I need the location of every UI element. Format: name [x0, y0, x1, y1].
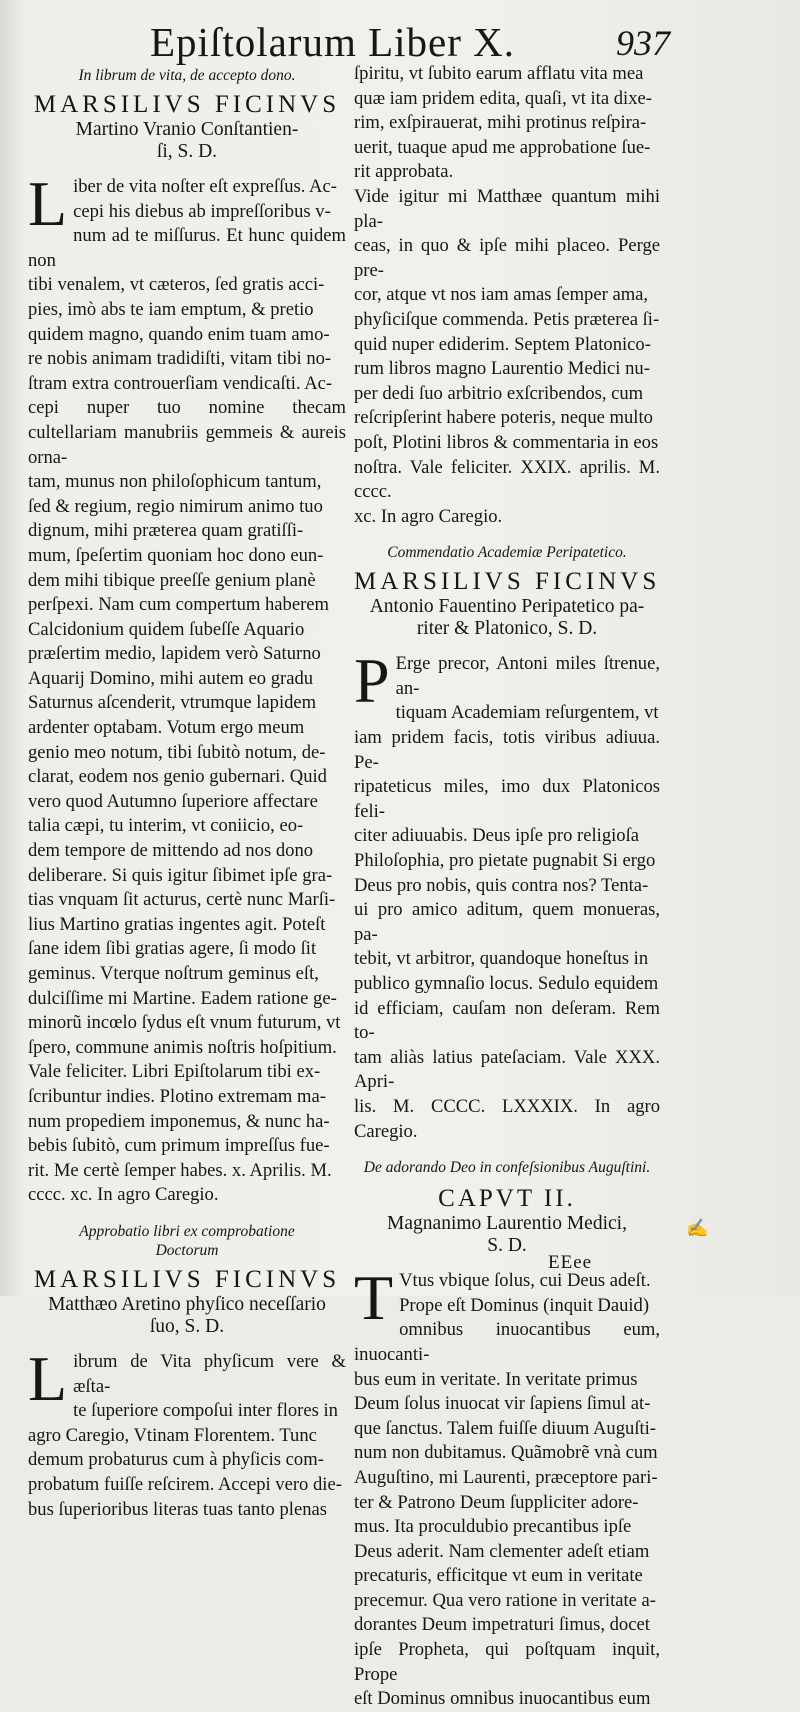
- letter-recipient: Magnanimo Laurentio Medici, S. D.: [387, 1213, 627, 1257]
- letter-sender: MARSILIVS FICINVS: [33, 1265, 341, 1293]
- letter-text: Erge precor, Antoni miles ſtrenue, an- tiquam Academiam reſurgentem, vt iam pridem facis, totis viribus adiuua. Pe- ripateticus miles, imo dux Platonicos feli- citer adiuuabis. Deus ipſe pro religioſa Philoſophia, pro pietate pugnabit Si ergo Deus pro nobis, quis contra nos? Tenta- ui pro amico aditum, quem monueras, pa- tebit, vt arbitror, quandoque honeſtus in publico gymnaſio locus. Sedulo equidem id efficiam, cauſam non deſeram. Rem to- tam aliàs latius pateſaciam. Vale XXX. Apri- lis. M. CCCC. LXXXIX. In agro Caregio.: [354, 653, 660, 1142]
- letter-text-continued: ſpiritu, vt ſubito earum afflatu vita mea quæ iam pridem edita, quaſi, vt ita dixe- rim, exſpirauerat, mihi protinus reſpira- uerit, tuaque apud me approbatione ſue- rit approbata. Vide igitur mi Matthæe quantum mihi pla- ceas, in quo & ipſe mihi placeo. Perge pre- cor, atque vt nos iam amas ſemper ama, phyſiciſque commenda. Petis præterea ſi- quid nuper ediderim. Septem Platonico- rum libros magno Laurentio Medici nu- per dedi ſuo arbitrio exſcribendos, cum reſcripſerint habere poteris, neque multo poſt, Plotini libros & commentaria in eos noſtra. Vale feliciter. XXIX. aprilis. M. cccc. xc. In agro Caregio.: [354, 63, 660, 527]
- letter-sender: MARSILIVS FICINVS: [33, 91, 341, 118]
- marginal-mark: ✍: [686, 1218, 709, 1238]
- catchword: EEee: [548, 1252, 593, 1273]
- letter-text: Vtus vbique ſolus, cui Deus adeſt. Prope eſt Dominus (inquit Dauid) omnibus inuocantibus eum, inuocanti- bus eum in veritate. In veritate primus Deum ſolus inuocat vir ſapiens ſimul at- que ſanctus. Talem fuiſſe diuum Auguſti- num non dubitamus. Quãmobrẽ vnà cum Auguſtino, mi Laurenti, præceptore pari- ter & Patrono Deum ſuppliciter adore- mus. Ita proculdubio precantibus ipſe Deus aderit. Nam clementer adeſt etiam precaturis, efficitque vt eum in veritate precemur. Qua vero ratione in veritate a- dorantes Deum impetraturi ſimus, docet ipſe Propheta, qui poſtquam inquit, Prope eſt Dominus omnibus inuocantibus eum: [354, 1270, 660, 1710]
- chapter-heading: CAPVT II.: [438, 1185, 576, 1213]
- letter-recipient: Antonio Fauentino Peripatetico pa- riter & Platonico, S. D.: [369, 596, 645, 640]
- letter-heading: Commendatio Academiæ Peripatetico.: [387, 544, 627, 562]
- running-head: [150, 10, 670, 68]
- letter-heading: De adorando Deo in confeſsionibus Auguſtini.: [363, 1159, 651, 1177]
- letter-recipient: Matthæo Aretino phyſico neceſſario ſuo, S. D.: [48, 1293, 326, 1337]
- letter-sender: MARSILIVS FICINVS: [354, 568, 661, 596]
- drop-capital: L: [28, 168, 68, 239]
- letter-text: ibrum de Vita phyſicum vere & æſta- te ſuperiore compoſui inter flores in agro Caregio, Vtinam Florentem. Tunc demum probaturus cum à phyſicis com- probatum fuiſſe reſcirem. Accepi vero die- bus ſuperioribus literas tuas tanto plenas: [28, 1350, 346, 1520]
- running-head-title: Epiſtolarum Liber X.: [150, 19, 515, 65]
- page-number: 937: [616, 23, 670, 63]
- letter-body: [28, 1342, 346, 1522]
- drop-capital: T: [354, 1262, 394, 1334]
- letter-heading: In librum de vita, de accepto dono.: [78, 67, 296, 84]
- letter-recipient: Martino Vranio Conſtantien- ſi, S. D.: [75, 119, 299, 162]
- letter-heading: Approbatio libri ex comprobatione Doctorum: [79, 1222, 295, 1259]
- letter-body: [28, 168, 346, 1208]
- drop-capital: L: [28, 1342, 68, 1414]
- letter-text: iber de vita noſter eſt expreſſus. Ac- cepi his diebus ab impreſſoribus v- num ad te miſſurus. Et hunc quidem non tibi venalem, vt cæteros, ſed gratis acci- pies, imò abs te iam emptum, & pretio quidem magno, quando enim tuam amo- re nobis animam tradidiſti, vitam tibi no- ſtram extra controuerſiam vendicaſti. Ac- cepi nuper tuo nomine thecam cultellariam manubriis gemmeis & aureis orna- tam, munus non philoſophicum tantum, ſed & regium, regio nimirum animo tuo dignum, mihi præterea quam gratiſſi- mum, ſpeſertim quoniam hoc dono eun- dem mihi tibique preeſſe genium planè perſpexi. Nam cum compertum haberem Calcidonium quidem ſubeſſe Aquario præſertim medio, lapidem verò Saturno Aquarij Domino, mihi autem eo gradu Saturnus aſcenderit, vtrumque lapidem ardenter optabam. Votum ergo meum genio meo notum, tibi ſubitò notum, de- clarat, eodem nos genio gubernari. Quid vero quod Autumno ſuperiore affectare talia cæpi, tu interim, vt coniicio, eo- dem tempore de mittendo ad nos dono deliberare. Si quis igitur ſibimet ipſe gra- tias vnquam ſit acturus, certè nunc Marſi- lius Martino gratias ingentes agit. Poteſt ſane idem ſibi gratias agere, ſi modo ſit geminus. Vterque noſtrum geminus eſt, dulciſſime mi Martine. Eadem ratione ge- minorũ incœlo ſydus eſt vnum futurum, vt ſpero, commune animis noſtris hoſpitium. Vale feliciter. Libri Epiſtolarum tibi ex- ſcribuntur indies. Plotino extremam ma- num propediem imponemus, & nunc ha- bebis ſubitò, cum primum impreſſus fue- rit. Me certè ſemper habes. x. Aprilis. M. cccc. xc. In agro Caregio.: [28, 176, 346, 1206]
- right-column: [354, 62, 660, 1712]
- left-column: [28, 62, 346, 1522]
- letter-body: [354, 645, 660, 1144]
- drop-capital: P: [354, 645, 390, 717]
